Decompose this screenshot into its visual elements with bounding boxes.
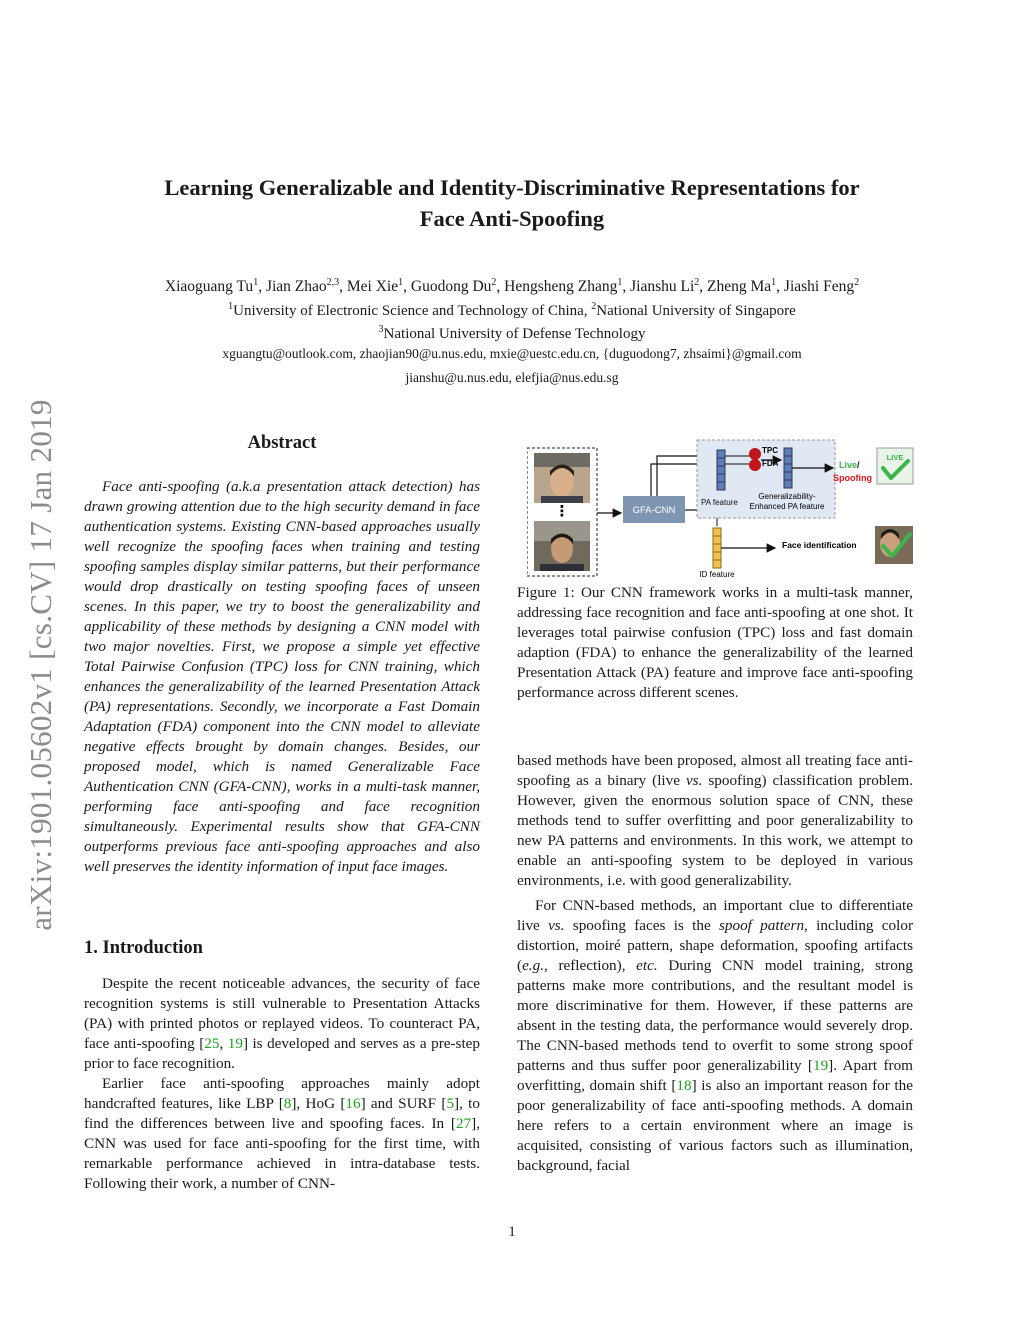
author-name: Jiashi Feng [783, 278, 855, 296]
affiliation-line-2: $^3$National University of Defense Technology [378, 324, 646, 342]
author-list: Xiaoguang Tu$^1$, Jian Zhao$^{2,3}$, Mei Xie$^1$, Guodong Du$^2$, Hengsheng Zhang$^1$, Jianshu Li$^2$, Zheng Ma$^1$, Jiashi Feng$^2$ [164, 277, 860, 296]
author-affiliation-mark: 1 [771, 277, 777, 288]
citation-link[interactable]: 16 [345, 1095, 361, 1112]
abstract-text: Face anti-spoofing (a.k.a presentation attack detection) has drawn growing attention due to the high security demand in face authentication systems. Existing CNN-based approaches usually well recognize the spoofing faces when training and testing spoofing samples display similar patterns, but their performance would drop drastically on testing spoofing faces of unseen scenes. In this paper, we try to boost the generalizability and applicability of these methods by designing a CNN model with two major novelties. First, we propose a simple yet effective Total Pairwise Confusion (TPC) loss for CNN training, which enhances the generalizability of the learned Presentation Attack (PA) representations. Secondly, we incorporate a Fast Domain Adaptation (FDA) component into the CNN model to alleviate negative effects brought by domain changes. Besides, our proposed model, which is named Generalizable Face Authentication CNN (GFA-CNN), works in a multi-task manner, performing face anti-spoofing and face recognition simultaneously. Experimental results show that GFA-CNN outperforms previous face anti-spoofing approaches and also well preserves the identity information of input face images. [84, 478, 480, 875]
intro-paragraph-3: based methods have been proposed, almost all treating face anti-spoofing as a binary (live vs. spoofing) classification problem. However, given the enormous solution space of CNN, these methods tend to suffer overfitting and poor generalizability to new PA patterns and environments. In this work, we attempt to enable an anti-spoofing system to be deployed in various environments, i.e. with good generalizability. [517, 752, 913, 889]
face-check-icon [875, 526, 913, 564]
arxiv-sidebar [18, 355, 64, 975]
enhanced-pa-feature-bar [784, 448, 792, 488]
live-check-icon [877, 448, 913, 484]
author-name: Hengsheng Zhang [504, 278, 618, 296]
face-photo-icon [534, 453, 590, 503]
citation-link[interactable]: 5 [446, 1095, 455, 1112]
section-heading-introduction: 1. Introduction [84, 938, 203, 958]
face-photo-icon [534, 521, 590, 571]
email-line-1: xguangtu@outlook.com, zhaojian90@u.nus.edu, mxie@uestc.edu.cn, {duguodong7, zhsaimi}@gmail.com [222, 346, 802, 361]
page-number: 1 [508, 1224, 516, 1240]
author-name: Guodong Du [410, 278, 492, 296]
title-line-1: Learning Generalizable and Identity-Discriminative Representations for [164, 175, 860, 200]
spoofing-label: Spoofing [833, 473, 872, 483]
author-affiliation-mark: 2 [491, 277, 497, 288]
id-feature-bar [713, 528, 721, 568]
framework-diagram [527, 438, 917, 580]
tpc-label: TPC [762, 446, 778, 455]
author-name: Mei Xie [346, 278, 399, 296]
author-affiliation-mark: 2 [854, 277, 860, 288]
enhanced-feature-label-1: Generalizability- [758, 492, 816, 501]
author-name: Xiaoguang Tu [164, 278, 254, 296]
pa-feature-bar [717, 450, 725, 490]
author-affiliation-mark: 1 [253, 277, 259, 288]
intro-paragraph-1: Despite the recent noticeable advances, the security of face recognition systems is still vulnerable to Presentation Attacks (PA) with printed photos or replayed videos. To counteract PA, face anti-spoofing [25, 19] is developed and serves as a pre-step prior to face recognition. [84, 975, 481, 1072]
citation-link[interactable]: 27 [455, 1115, 472, 1132]
author-affiliation-mark: 1 [398, 277, 404, 288]
fda-label: FDA [762, 459, 779, 468]
author-affiliation-mark: 2 [694, 277, 700, 288]
figure-1 [527, 438, 917, 580]
gfa-cnn-label: GFA-CNN [632, 505, 676, 516]
live-badge-label: LIVE [886, 453, 904, 462]
fda-dot [749, 459, 761, 471]
intro-left-column [84, 974, 480, 1194]
author-name: Zheng Ma [707, 278, 772, 296]
author-affiliation-mark: 2,3 [326, 277, 340, 288]
title-line-2: Face Anti-Spoofing [419, 206, 605, 231]
affiliation-line-1: $^1$University of Electronic Science and Technology of China, $^2$National University of Singapore [228, 301, 796, 319]
intro-paragraph-2: Earlier face anti-spoofing approaches mainly adopt handcrafted features, like LBP [8], HoG [16] and SURF [5], to find the differences between live and spoofing faces. In [27], CNN was used for face anti-spoofing for the first time, with remarkable performance achieved in intra-database tests. Following their work, a number of CNN- [84, 1075, 480, 1192]
id-feature-label: ID feature [699, 570, 735, 579]
paper-title [0, 172, 1024, 234]
more-inputs-dots: ⋮ [554, 503, 570, 520]
author-name: Jian Zhao [265, 278, 327, 296]
citation-link[interactable]: 25 [204, 1035, 220, 1052]
author-affiliation-mark: 1 [617, 277, 623, 288]
arxiv-identifier: arXiv:1901.05602v1 [cs.CV] 17 Jan 2019 [23, 399, 58, 931]
enhanced-feature-label-2: Enhanced PA feature [749, 502, 825, 511]
author-name: Jianshu Li [630, 278, 695, 296]
email-line-2: jianshu@u.nus.edu, elefjia@nus.edu.sg [405, 370, 619, 385]
pa-feature-label: PA feature [701, 498, 738, 507]
tpc-loss-dot [749, 448, 761, 460]
face-identification-label: Face identification [782, 540, 857, 550]
intro-right-column [517, 751, 913, 1176]
citation-link[interactable]: 8 [283, 1095, 292, 1112]
live-spoof-output: Live/ [839, 460, 860, 470]
abstract-heading: Abstract [247, 433, 317, 453]
citation-link[interactable]: 19 [812, 1057, 829, 1074]
intro-paragraph-4: For CNN-based methods, an important clue to differentiate live vs. spoofing faces is the spoof pattern, including color distortion, moiré pattern, shape deformation, spoofing artifacts (e.g., reflection), etc. During CNN model training, strong patterns make more contributions, and the resultant model is more discriminative for them. However, if these patterns are absent in the testing data, the performance would severely drop. The CNN-based methods tend to overfit to some strong spoof patterns and thus suffer poor generalizability [19]. Apart from overfitting, domain shift [18] is also an important reason for the poor generalizability of face anti-spoofing methods. A domain here refers to a certain environment where an image is acquisited, consisting of various factors such as illumination, background, facial [517, 897, 914, 1174]
figure-1-caption: Figure 1: Our CNN framework works in a multi-task manner, addressing face recognition and face anti-spoofing at one shot. It leverages total pairwise confusion (TPC) loss and fast domain adaption (FDA) to enhance the generalizability of the learned Presentation Attack (PA) feature and improve face anti-spoofing performance across different scenes. [517, 584, 913, 701]
citation-link[interactable]: 19 [227, 1035, 243, 1052]
citation-link[interactable]: 18 [676, 1077, 692, 1094]
